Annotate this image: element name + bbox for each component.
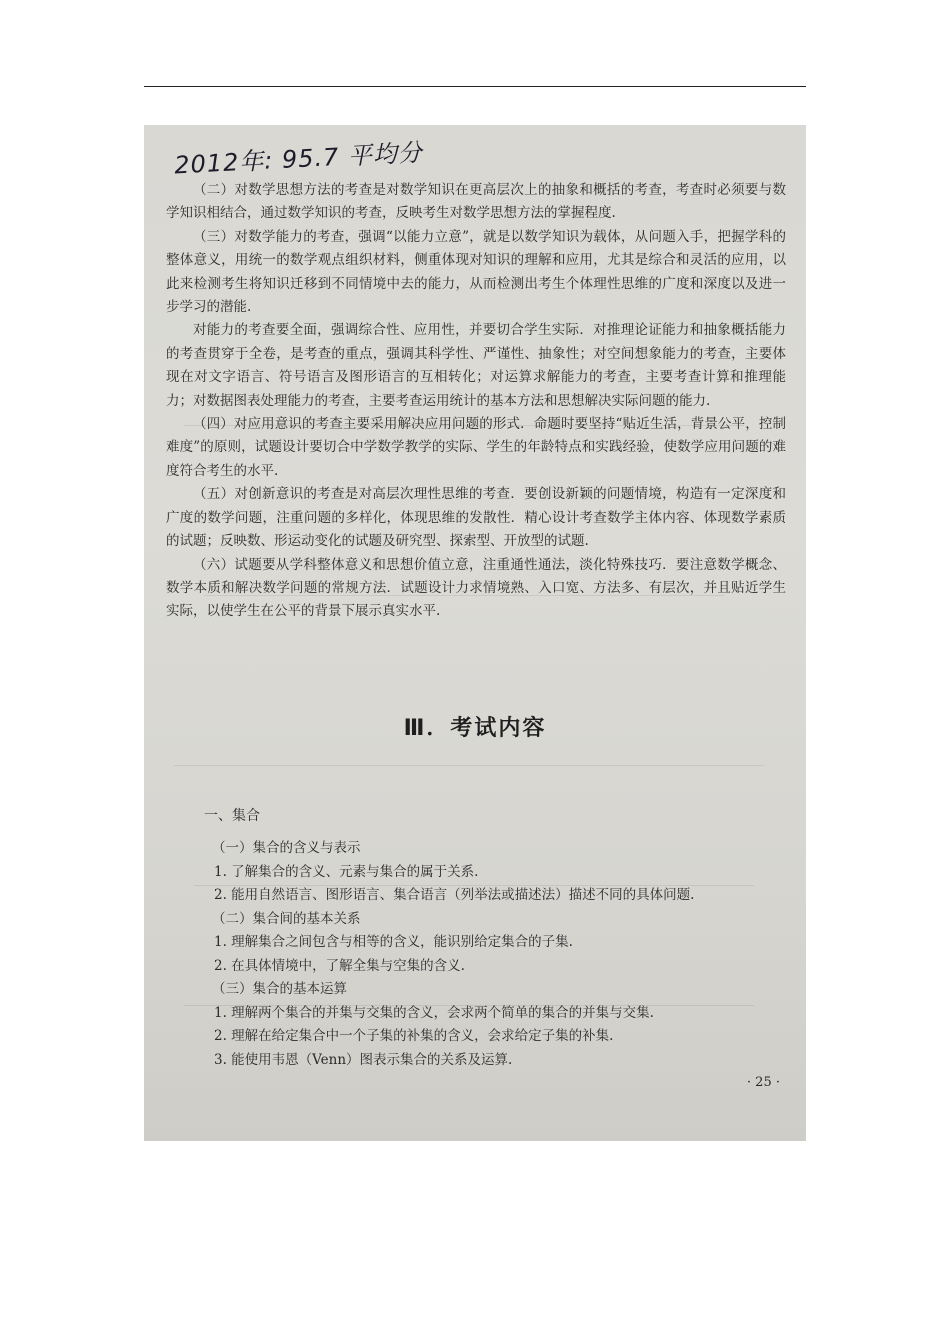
list-item: 2. 理解在给定集合中一个子集的补集的含义，会求给定子集的补集.: [214, 1028, 614, 1044]
paragraph: （五）对创新意识的考查是对高层次理性思维的考查．要创设新颖的问题情境，构造有一定深度和广度的数学问题，注重问题的多样化，体现思维的发散性．精心设计考查数学主体内容、体现数学素质的试题；反映数、形运动变化的试题及研究型、探索型、开放型的试题.: [166, 486, 786, 550]
list-item: 1. 理解集合之间包含与相等的含义，能识别给定集合的子集.: [214, 934, 573, 950]
list-item: 1. 了解集合的含义、元素与集合的属于关系.: [214, 863, 479, 880]
body-text: [166, 179, 786, 624]
paragraph: （二）对数学思想方法的考查是对数学知识在更高层次上的抽象和概括的考查，考查时必须要与数学知识相结合，通过数学知识的考查，反映考生对数学思想方法的掌握程度.: [166, 182, 786, 222]
list-item: 1. 理解两个集合的并集与交集的含义，会求两个简单的集合的并集与交集.: [214, 1004, 654, 1021]
page-number: · 25 ·: [746, 1075, 780, 1090]
paragraph: 对能力的考查要全面，强调综合性、应用性，并要切合学生实际．对推理论证能力和抽象概括能力的考查贯穿于全卷，是考查的重点，强调其科学性、严谨性、抽象性；对空间想象能力的考查，主要体现在对文字语言、符号语言及图形语言的互相转化；对运算求解能力的考查，主要考查计算和推理能力；对数据图表处理能力的考查，主要考查运用统计的基本方法和思想解决实际问题的能力.: [166, 322, 786, 409]
list-item: 2. 能用自然语言、图形语言、集合语言（列举法或描述法）描述不同的具体问题.: [214, 887, 695, 903]
scanned-page-photo: [144, 125, 806, 1141]
set-section-lines: [204, 837, 764, 1072]
list-item: 2. 在具体情境中，了解全集与空集的含义.: [214, 957, 465, 974]
paragraph: （三）对数学能力的考查，强调“以能力立意”，就是以数学知识为载体，从问题入手，把握学科的整体意义，用统一的数学观点组织材料，侧重体现对知识的理解和应用，尤其是综合和灵活的应用，以此来检测考生将知识迁移到不同情境中去的能力，从而检测出考生个体理性思维的广度和深度以及进一步学习的潜能.: [166, 228, 786, 316]
set-section-title: 一、集合: [204, 808, 260, 824]
subsection-title: （一）集合的含义与表示: [212, 840, 361, 856]
header-rule: [144, 86, 806, 87]
subsection-title: （三）集合的基本运算: [212, 981, 347, 997]
subsection-title: （二）集合间的基本关系: [212, 910, 361, 927]
paragraph: （四）对应用意识的考查主要采用解决应用问题的形式．命题时要坚持“贴近生活，背景公平，控制难度”的原则，试题设计要切合中学数学教学的实际、学生的年龄特点和实践经验，使数学应用问题的难度符合考生的水平.: [166, 416, 786, 479]
handwritten-annotation: 2012年: 95.7 平均分: [173, 138, 424, 180]
list-item: 3. 能使用韦恩（Venn）图表示集合的关系及运算.: [214, 1051, 513, 1068]
paragraph: （六）试题要从学科整体意义和思想价值立意，注重通性通法，淡化特殊技巧．要注意数学概念、数学本质和解决数学问题的常规方法．试题设计力求情境熟、入口宽、方法多、有层次，并且贴近学生实际，以使学生在公平的背景下展示真实水平.: [166, 556, 786, 620]
set-section: [204, 805, 764, 1072]
section-heading: Ⅲ．考试内容: [403, 716, 547, 741]
